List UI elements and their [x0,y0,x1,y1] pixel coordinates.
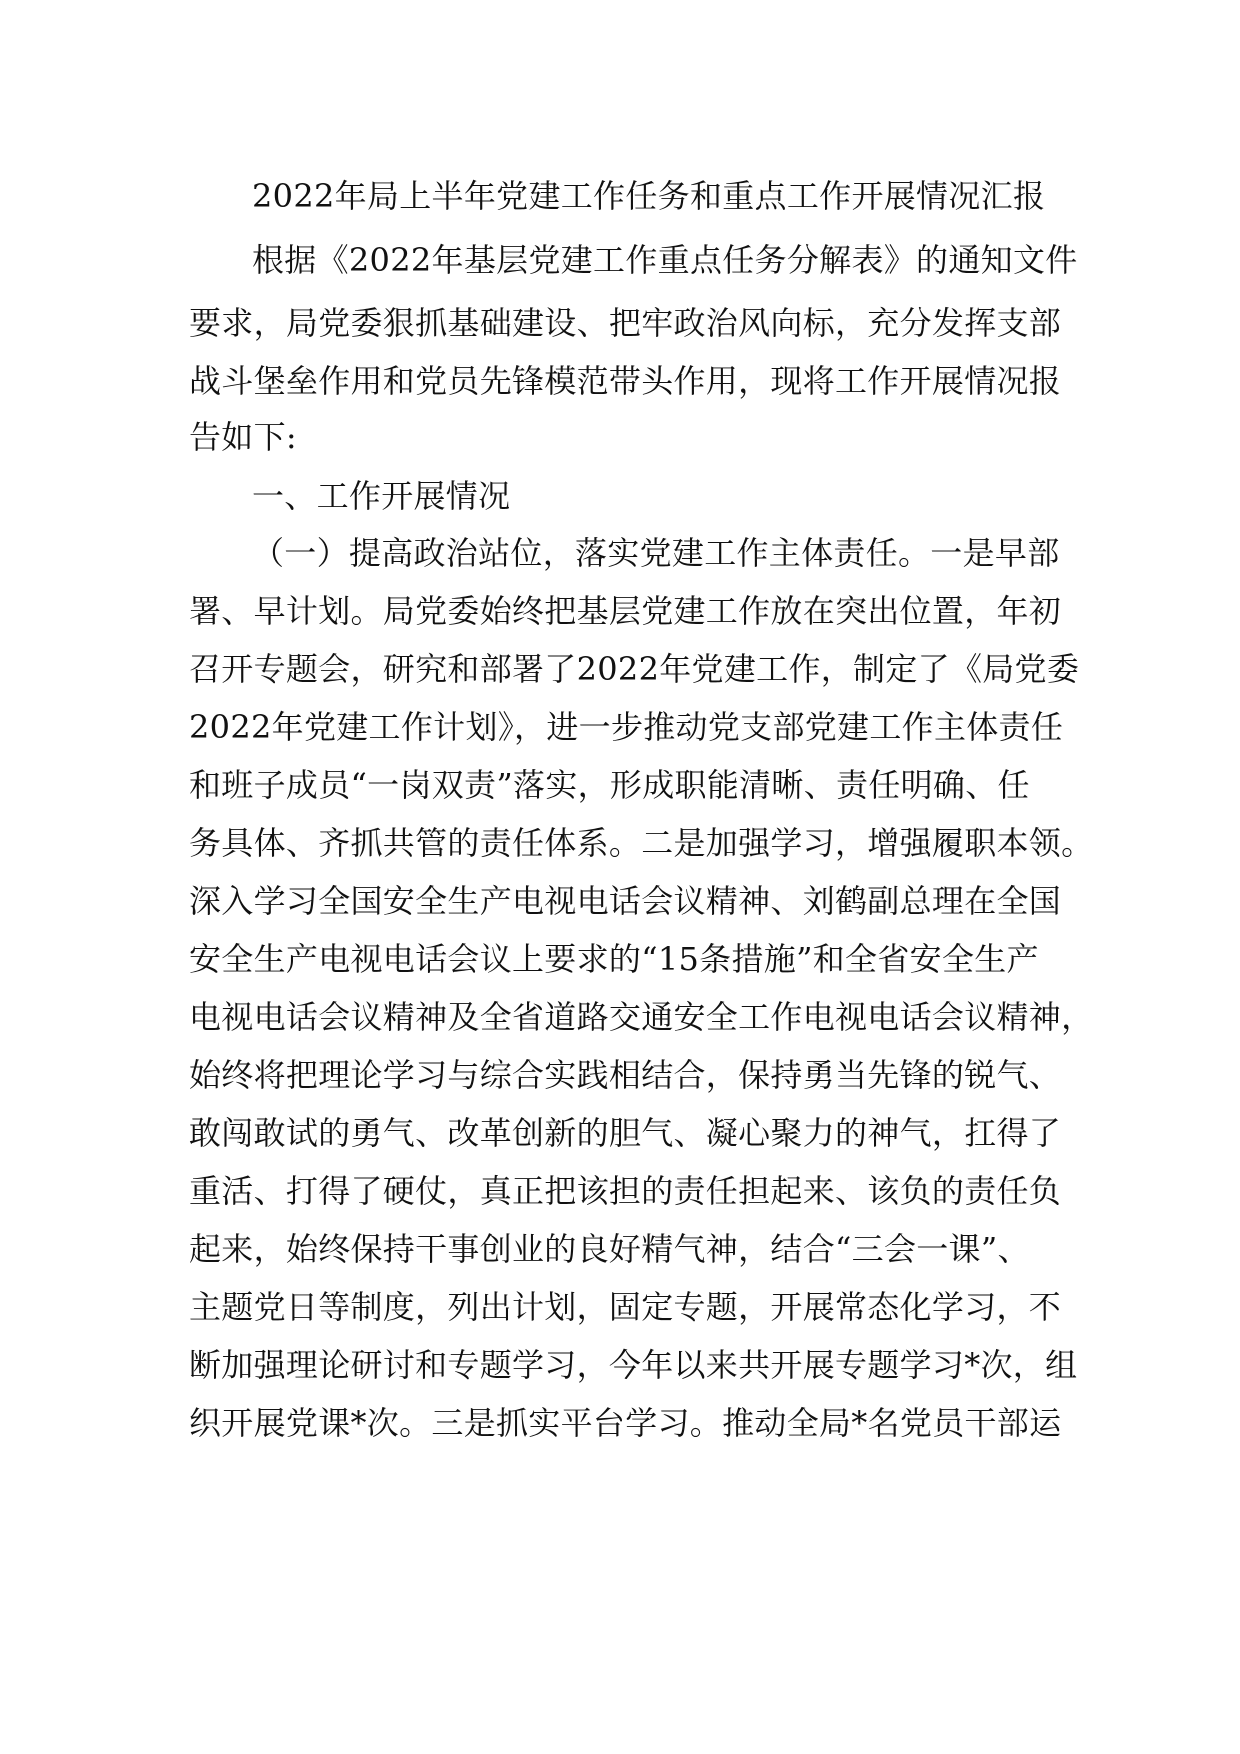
paragraph-line: 安全生产电视电话会议上要求的“15条措施”和全省安全生产 [189,940,1039,978]
paragraph-line: 署、早计划。局党委始终把基层党建工作放在突出位置，年初 [189,592,1062,630]
paragraph-line: 根据《2022年基层党建工作重点任务分解表》的通知文件 [252,241,1078,279]
paragraph-line: 敢闯敢试的勇气、改革创新的胆气、凝心聚力的神气，扛得了 [189,1114,1062,1152]
paragraph-line: 电视电话会议精神及全省道路交通安全工作电视电话会议精神， [189,998,1094,1036]
paragraph-line: 重活、打得了硬仗，真正把该担的责任担起来、该负的责任负 [189,1172,1062,1210]
paragraph-line: 深入学习全国安全生产电视电话会议精神、刘鹤副总理在全国 [189,882,1062,920]
paragraph-line: 织开展党课*次。三是抓实平台学习。推动全局*名党员干部运 [189,1404,1062,1442]
paragraph-line: 断加强理论研讨和专题学习，今年以来共开展专题学习*次，组 [189,1346,1078,1384]
paragraph-line: 召开专题会，研究和部署了2022年党建工作，制定了《局党委 [189,650,1080,688]
paragraph-line: 务具体、齐抓共管的责任体系。二是加强学习，增强履职本领。 [189,824,1094,862]
paragraph-line: 2022年党建工作计划》，进一步推动党支部党建工作主体责任 [189,708,1064,746]
document-title: 2022年局上半年党建工作任务和重点工作开展情况汇报 [252,177,1046,215]
paragraph-line: 主题党日等制度，列出计划，固定专题，开展常态化学习，不 [189,1288,1062,1326]
paragraph-line: 和班子成员“一岗双责”落实，形成职能清晰、责任明确、任 [189,766,1030,804]
paragraph-line: 战斗堡垒作用和党员先锋模范带头作用，现将工作开展情况报 [189,362,1062,400]
paragraph-line: 起来，始终保持干事创业的良好精气神，结合“三会一课”、 [189,1230,1030,1268]
paragraph-line: 要求，局党委狠抓基础建设、把牢政治风向标，充分发挥支部 [189,304,1062,342]
paragraph-line: （一）提高政治站位，落实党建工作主体责任。一是早部 [252,534,1060,572]
paragraph-line: 告如下: [189,418,297,456]
paragraph-line: 始终将把理论学习与综合实践相结合，保持勇当先锋的锐气、 [189,1056,1062,1094]
section-heading: 一、工作开展情况 [252,477,511,515]
